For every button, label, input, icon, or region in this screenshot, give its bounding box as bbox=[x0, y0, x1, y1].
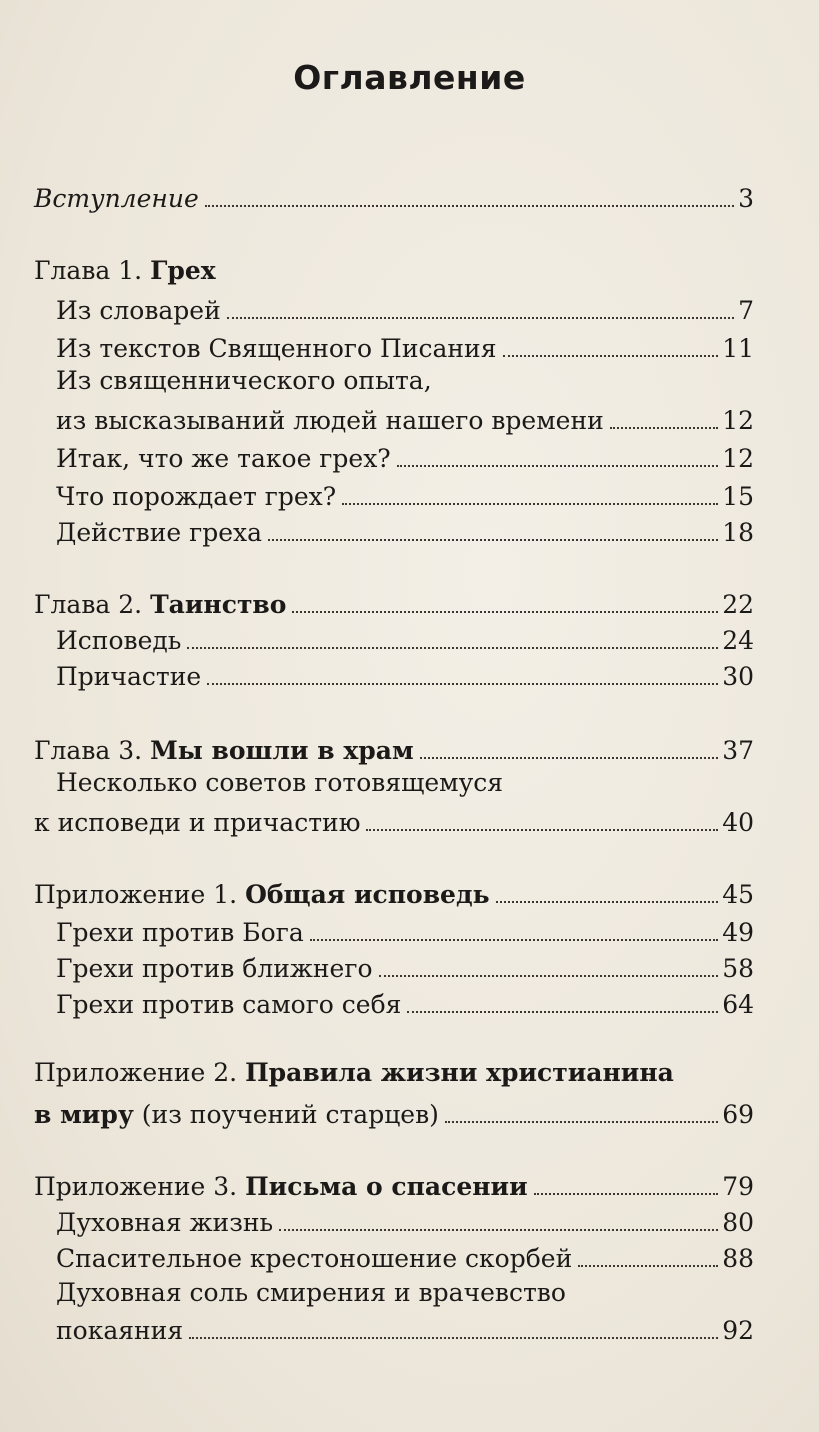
toc-entry-first-line: Несколько советов готовящемуся bbox=[56, 768, 504, 797]
toc-entry-label: Что порождает грех? bbox=[56, 482, 337, 511]
toc-page-number: 15 bbox=[722, 482, 754, 511]
toc-entry-label: Из словарей bbox=[56, 296, 221, 325]
toc-page-number: 3 bbox=[738, 184, 754, 213]
toc-entry-label: Вступление bbox=[34, 184, 199, 213]
toc-entry-label: Действие греха bbox=[56, 518, 262, 547]
toc-entry-label: Причастие bbox=[56, 662, 202, 691]
dot-leader bbox=[187, 646, 718, 649]
dot-leader bbox=[342, 502, 718, 505]
heading-prefix: Приложение 3. bbox=[34, 1172, 238, 1201]
toc-page-number: 45 bbox=[722, 880, 754, 909]
toc-heading-app1[interactable] bbox=[34, 874, 754, 910]
heading-title: Мы вошли в храм bbox=[150, 736, 414, 765]
toc-entry-intro[interactable] bbox=[34, 178, 754, 214]
toc-entry-label: к исповеди и причастию bbox=[34, 808, 361, 837]
dot-leader bbox=[227, 316, 734, 319]
dot-leader bbox=[534, 1192, 719, 1195]
dot-leader bbox=[407, 1010, 718, 1013]
toc-page-number: 18 bbox=[722, 518, 754, 547]
toc-entry[interactable] bbox=[56, 912, 754, 948]
toc-page-number: 12 bbox=[722, 444, 754, 473]
dot-leader bbox=[207, 682, 718, 685]
dot-leader bbox=[610, 426, 718, 429]
toc-page-number: 64 bbox=[722, 990, 754, 1019]
toc-page-number: 80 bbox=[722, 1208, 754, 1237]
toc-entry[interactable] bbox=[56, 1310, 754, 1346]
heading-title-cont: в миру bbox=[34, 1100, 134, 1129]
toc-page-number: 58 bbox=[722, 954, 754, 983]
toc-page-number: 12 bbox=[722, 406, 754, 435]
dot-leader bbox=[279, 1228, 718, 1231]
toc-page-number: 7 bbox=[738, 296, 754, 325]
toc-entry-label: Грехи против самого себя bbox=[56, 990, 402, 1019]
page-title: Оглавление bbox=[293, 58, 526, 97]
dot-leader bbox=[205, 204, 734, 207]
toc-entry[interactable] bbox=[56, 400, 754, 436]
dot-leader bbox=[397, 464, 718, 467]
toc-page-number: 37 bbox=[722, 736, 754, 765]
toc-entry-first-line: Духовная соль смирения и врачевство bbox=[56, 1278, 566, 1307]
toc-page-number: 11 bbox=[722, 334, 754, 363]
toc-entry[interactable] bbox=[56, 656, 754, 692]
toc-heading-app3[interactable] bbox=[34, 1166, 754, 1202]
heading-suffix: (из поучений старцев) bbox=[141, 1100, 439, 1129]
heading-prefix: Глава 3. bbox=[34, 736, 143, 765]
dot-leader bbox=[268, 538, 718, 541]
dot-leader bbox=[503, 354, 719, 357]
heading-title: Письма о спасении bbox=[245, 1172, 528, 1201]
heading-prefix: Глава 1. bbox=[34, 256, 143, 285]
toc-entry-label: Спасительное крестоношение скорбей bbox=[56, 1244, 573, 1273]
toc-entry[interactable] bbox=[34, 1094, 754, 1130]
toc-entry[interactable] bbox=[56, 620, 754, 656]
toc-page-number: 92 bbox=[722, 1316, 754, 1345]
heading-title: Таинство bbox=[150, 590, 287, 619]
toc-page-number: 79 bbox=[722, 1172, 754, 1201]
heading-title: Грех bbox=[150, 256, 216, 285]
heading-title: Правила жизни христианина bbox=[245, 1058, 674, 1087]
toc-entry[interactable] bbox=[56, 984, 754, 1020]
dot-leader bbox=[420, 756, 719, 759]
toc-entry[interactable] bbox=[56, 512, 754, 548]
toc-entry[interactable] bbox=[56, 328, 754, 364]
toc-entry-label: Грехи против Бога bbox=[56, 918, 304, 947]
toc-entry-label: Исповедь bbox=[56, 626, 182, 655]
toc-entry-label: Из текстов Священного Писания bbox=[56, 334, 497, 363]
toc-entry[interactable] bbox=[34, 802, 754, 838]
dot-leader bbox=[189, 1336, 718, 1339]
toc-page-number: 69 bbox=[722, 1100, 754, 1129]
dot-leader bbox=[578, 1264, 718, 1267]
toc-page-number: 30 bbox=[722, 662, 754, 691]
toc-entry[interactable] bbox=[56, 1202, 754, 1238]
toc-heading-app2[interactable] bbox=[34, 1058, 674, 1088]
heading-prefix: Приложение 2. bbox=[34, 1058, 238, 1087]
heading-title: Общая исповедь bbox=[245, 880, 490, 909]
dot-leader bbox=[445, 1120, 718, 1123]
heading-prefix: Приложение 1. bbox=[34, 880, 238, 909]
toc-entry[interactable] bbox=[56, 438, 754, 474]
toc-entry[interactable] bbox=[56, 1238, 754, 1274]
heading-prefix: Глава 2. bbox=[34, 590, 143, 619]
toc-page-number: 49 bbox=[722, 918, 754, 947]
dot-leader bbox=[366, 828, 718, 831]
toc-page-number: 24 bbox=[722, 626, 754, 655]
dot-leader bbox=[292, 610, 718, 613]
dot-leader bbox=[379, 974, 719, 977]
dot-leader bbox=[310, 938, 718, 941]
toc-entry-label: Грехи против ближнего bbox=[56, 954, 373, 983]
toc-entry[interactable] bbox=[56, 290, 754, 326]
toc-entry-label: из высказываний людей нашего времени bbox=[56, 406, 604, 435]
toc-entry[interactable] bbox=[56, 476, 754, 512]
toc-page-number: 40 bbox=[722, 808, 754, 837]
toc-entry-first-line: Из священнического опыта, bbox=[56, 366, 432, 395]
toc-heading-ch1[interactable] bbox=[34, 256, 216, 286]
toc-heading-ch2[interactable] bbox=[34, 584, 754, 620]
toc-entry[interactable] bbox=[56, 948, 754, 984]
toc-heading-ch3[interactable] bbox=[34, 730, 754, 766]
toc-entry-label: покаяния bbox=[56, 1316, 184, 1345]
toc-entry-label: Духовная жизнь bbox=[56, 1208, 274, 1237]
toc-entry-label: Итак, что же такое грех? bbox=[56, 444, 391, 473]
dot-leader bbox=[496, 900, 719, 903]
toc-page-number: 88 bbox=[722, 1244, 754, 1273]
toc-page-number: 22 bbox=[722, 590, 754, 619]
